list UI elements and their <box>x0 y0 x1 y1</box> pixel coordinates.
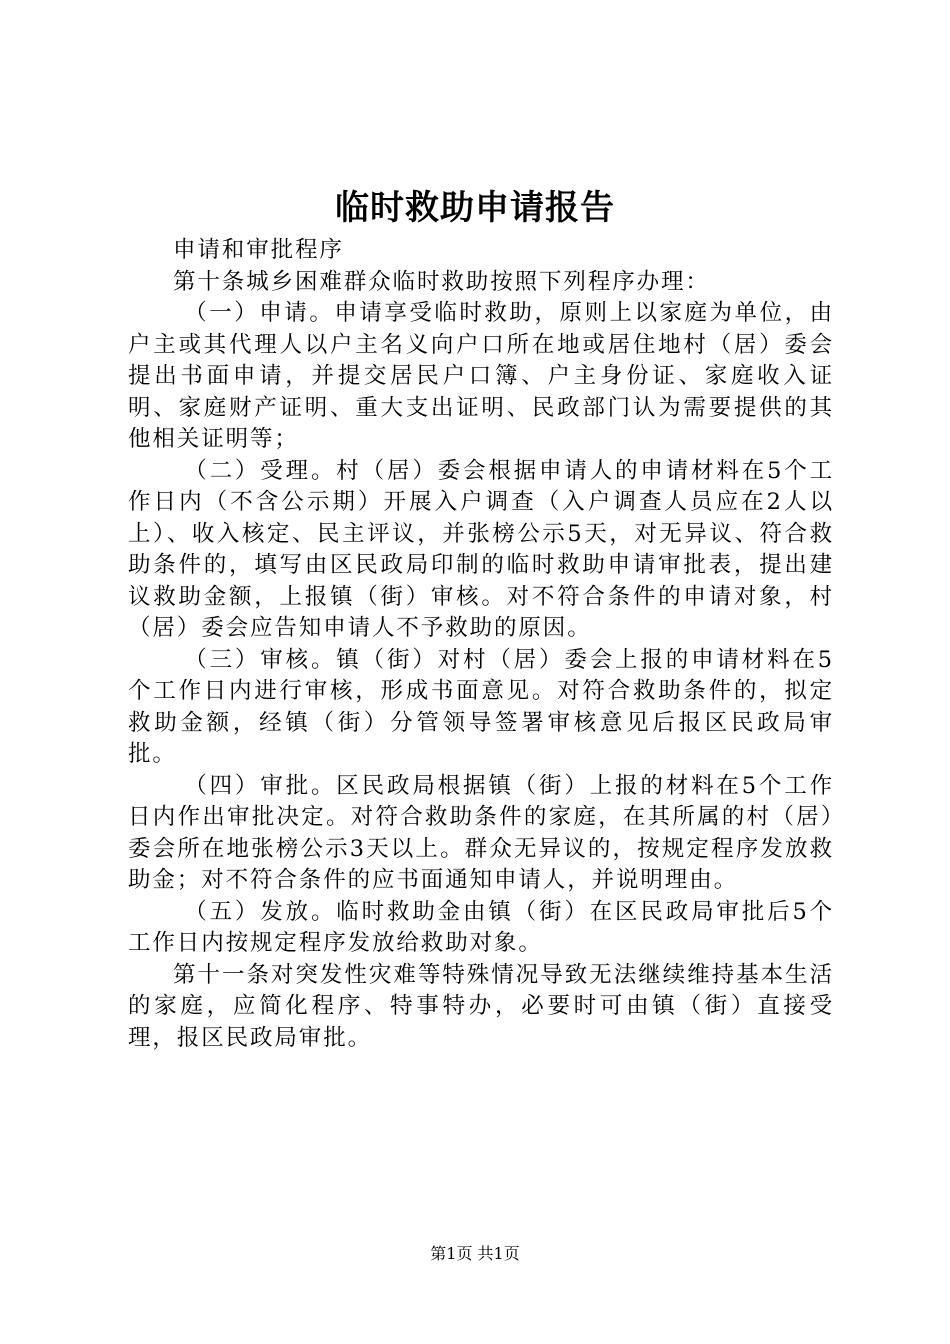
step-review: （三）审核。镇（街）对村（居）委会上报的申请材料在5个工作日内进行审核，形成书面意见。对符合救助条件的，拟定救助金额，经镇（街）分管领导签署审核意见后报区民政局审批。 <box>128 646 834 767</box>
step-approval: （四）审批。区民政局根据镇（街）上报的材料在5个工作日内作出审批决定。对符合救助条件的家庭，在其所属的村（居）委会所在地张榜公示3天以上。群众无异议的，按规定程序发放救助金；对不符合条件的应书面通知申请人，并说明理由。 <box>128 772 834 893</box>
document-title: 临时救助申请报告 <box>335 188 615 228</box>
article-ten-intro: 第十条城乡困难群众临时救助按照下列程序办理： <box>173 268 710 295</box>
step-disbursement: （五）发放。临时救助金由镇（街）在区民政局审批后5个工作日内按规定程序发放给救助对象。 <box>128 898 834 956</box>
step-acceptance: （二）受理。村（居）委会根据申请人的申请材料在5个工作日内（不含公示期）开展入户调查（入户调查人员应在2人以上）、收入核定、民主评议，并张榜公示5天，对无异议、符合救助条件的，填写由区民政局印制的临时救助申请审批表，提出建议救助金额，上报镇（街）审核。对不符合条件的申请对象，村（居）委会应告知申请人不予救助的原因。 <box>128 457 834 641</box>
section-heading: 申请和审批程序 <box>173 237 344 263</box>
page-total: 共1页 <box>477 1244 520 1263</box>
step-application: （一）申请。申请享受临时救助，原则上以家庭为单位，由户主或其代理人以户主名义向户口所在地或居住地村（居）委会提出书面申请，并提交居民户口簿、户主身份证、家庭收入证明、家庭财产证明、重大支出证明、民政部门认为需要提供的其他相关证明等； <box>128 300 834 452</box>
article-eleven: 第十一条对突发性灾难等特殊情况导致无法继续维持基本生活的家庭，应简化程序、特事特办，必要时可由镇（街）直接受理，报区民政局审批。 <box>128 961 834 1051</box>
page-footer <box>0 1243 950 1265</box>
document-body <box>128 235 834 1054</box>
page-number: 第1页 <box>430 1244 473 1263</box>
